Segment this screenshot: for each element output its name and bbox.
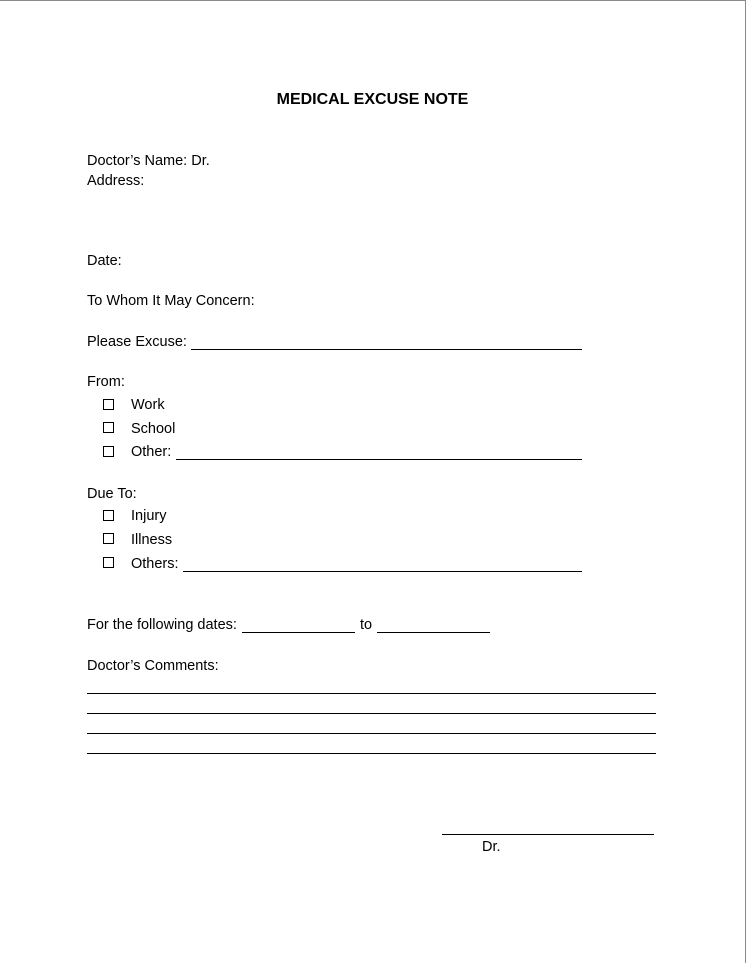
comment-line[interactable] xyxy=(87,733,656,734)
signature-line[interactable] xyxy=(442,834,654,835)
to-label: to xyxy=(360,617,373,633)
start-date-field-line[interactable] xyxy=(242,632,355,633)
other-option-label: Other: xyxy=(131,444,172,460)
signature-label: Dr. xyxy=(482,839,501,855)
others-checkbox[interactable] xyxy=(103,557,114,568)
others-field-line[interactable] xyxy=(183,571,582,572)
salutation: To Whom It May Concern: xyxy=(87,293,255,309)
other-checkbox[interactable] xyxy=(103,446,114,457)
injury-checkbox[interactable] xyxy=(103,510,114,521)
please-excuse-label: Please Excuse: xyxy=(87,334,187,350)
school-checkbox[interactable] xyxy=(103,422,114,433)
work-option-label: Work xyxy=(131,397,165,413)
address-label: Address: xyxy=(87,173,145,189)
page-title: MEDICAL EXCUSE NOTE xyxy=(276,91,469,108)
end-date-field-line[interactable] xyxy=(377,632,490,633)
other-field-line[interactable] xyxy=(176,459,582,460)
illness-checkbox[interactable] xyxy=(103,533,114,544)
injury-option-label: Injury xyxy=(131,508,167,524)
comment-line[interactable] xyxy=(87,753,656,754)
comment-line[interactable] xyxy=(87,693,656,694)
work-checkbox[interactable] xyxy=(103,399,114,410)
due-to-label: Due To: xyxy=(87,486,137,502)
following-dates-label: For the following dates: xyxy=(87,617,237,633)
illness-option-label: Illness xyxy=(131,532,173,548)
others-option-label: Others: xyxy=(131,556,179,572)
from-label: From: xyxy=(87,374,125,390)
doctor-name-label: Doctor’s Name: Dr. xyxy=(87,153,210,169)
school-option-label: School xyxy=(131,421,176,437)
please-excuse-field-line[interactable] xyxy=(191,349,582,350)
date-label: Date: xyxy=(87,253,122,269)
doctors-comments-label: Doctor’s Comments: xyxy=(87,658,219,674)
comment-line[interactable] xyxy=(87,713,656,714)
